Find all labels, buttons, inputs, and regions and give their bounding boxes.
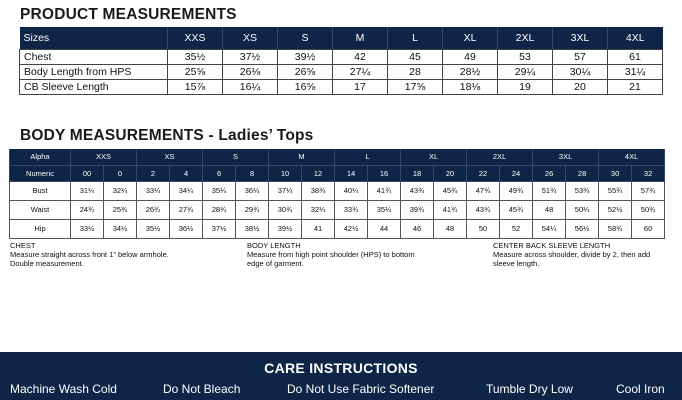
table-cell: 32¼ — [302, 200, 335, 219]
body-length-note — [247, 241, 447, 268]
table-cell: 35¼ — [368, 200, 401, 219]
table-cell: 30¾ — [269, 200, 302, 219]
numeric-size: 24 — [500, 165, 533, 181]
numeric-size: 22 — [467, 165, 500, 181]
table-cell: 21 — [608, 79, 663, 94]
table-cell: 29¾ — [236, 200, 269, 219]
table-cell: 61 — [608, 49, 663, 64]
numeric-size: 8 — [236, 165, 269, 181]
table-cell: 26¾ — [137, 200, 170, 219]
table-cell: 33½ — [71, 219, 104, 238]
alpha-size-row — [10, 149, 665, 165]
table-cell: 33¾ — [335, 200, 368, 219]
table-cell: 48 — [533, 200, 566, 219]
table-header-row — [20, 27, 663, 49]
numeric-size: 20 — [434, 165, 467, 181]
numeric-size: 16 — [368, 165, 401, 181]
table-cell: 54¼ — [533, 219, 566, 238]
numeric-size: 26 — [533, 165, 566, 181]
table-cell: 29¼ — [498, 64, 553, 79]
table-cell: 16¼ — [223, 79, 278, 94]
column-header: 3XL — [553, 27, 608, 49]
table-cell: 28¾ — [203, 200, 236, 219]
table-cell: 43¾ — [401, 181, 434, 200]
column-header: L — [388, 27, 443, 49]
alpha-size: S — [203, 149, 269, 165]
table-cell: 19 — [498, 79, 553, 94]
table-cell: 45¾ — [500, 200, 533, 219]
table-cell: 26⅝ — [278, 64, 333, 79]
table-cell: 50 — [467, 219, 500, 238]
column-header: 4XL — [608, 27, 663, 49]
table-cell: 56½ — [566, 219, 599, 238]
table-cell: 37¼ — [269, 181, 302, 200]
table-cell: 32¼ — [104, 181, 137, 200]
table-row — [10, 181, 665, 200]
table-cell: 52 — [500, 219, 533, 238]
alpha-size: 3XL — [533, 149, 599, 165]
table-row — [10, 200, 665, 219]
numeric-size-row — [10, 165, 665, 181]
numeric-size: 18 — [401, 165, 434, 181]
table-cell: 34¼ — [170, 181, 203, 200]
numeric-size: 12 — [302, 165, 335, 181]
table-row — [20, 79, 663, 94]
table-cell: 18⅛ — [443, 79, 498, 94]
table-cell: 39¾ — [401, 200, 434, 219]
table-cell: 52½ — [599, 200, 632, 219]
table-cell: 25⅝ — [168, 64, 223, 79]
table-cell: 24¾ — [71, 200, 104, 219]
note-line: edge of garment. — [247, 259, 304, 268]
column-header: XL — [443, 27, 498, 49]
table-cell: 36¼ — [236, 181, 269, 200]
table-cell: 60 — [632, 219, 665, 238]
alpha-size: 2XL — [467, 149, 533, 165]
row-label: CB Sleeve Length — [20, 79, 168, 94]
table-cell: 38¾ — [302, 181, 335, 200]
table-cell: 27¼ — [333, 64, 388, 79]
table-cell: 15⅞ — [168, 79, 223, 94]
alpha-size: XS — [137, 149, 203, 165]
table-cell: 26⅛ — [223, 64, 278, 79]
table-cell: 53 — [498, 49, 553, 64]
note-line: Measure straight across front 1” below armhole. — [10, 250, 169, 259]
table-cell: 45¾ — [434, 181, 467, 200]
table-cell: 28 — [388, 64, 443, 79]
table-cell: 27¾ — [170, 200, 203, 219]
table-cell: 43¾ — [467, 200, 500, 219]
note-title: CHEST — [10, 241, 36, 250]
numeric-size: 14 — [335, 165, 368, 181]
chest-note — [10, 241, 230, 268]
alpha-size: 4XL — [599, 149, 665, 165]
table-cell: 46 — [401, 219, 434, 238]
table-cell: 39½ — [269, 219, 302, 238]
numeric-size: 2 — [137, 165, 170, 181]
table-cell: 40¼ — [335, 181, 368, 200]
care-item: Do Not Bleach — [163, 382, 241, 396]
numeric-size: 32 — [632, 165, 665, 181]
table-cell: 35½ — [168, 49, 223, 64]
table-cell: 17 — [333, 79, 388, 94]
care-instructions-title: CARE INSTRUCTIONS — [264, 360, 418, 376]
body-measurements-table — [9, 149, 665, 239]
table-cell: 35½ — [137, 219, 170, 238]
note-line: Measure from high point shoulder (HPS) to bottom — [247, 250, 415, 259]
row-label: Chest — [20, 49, 168, 64]
numeric-label: Numeric — [10, 165, 71, 181]
note-title: BODY LENGTH — [247, 241, 301, 250]
column-header: XXS — [168, 27, 223, 49]
table-cell: 51¾ — [533, 181, 566, 200]
product-measurements-title: PRODUCT MEASUREMENTS — [20, 6, 237, 23]
numeric-size: 10 — [269, 165, 302, 181]
table-cell: 37½ — [223, 49, 278, 64]
table-cell: 58¾ — [599, 219, 632, 238]
table-row — [10, 219, 665, 238]
numeric-size: 0 — [104, 165, 137, 181]
row-label: Hip — [10, 219, 71, 238]
table-cell: 45 — [388, 49, 443, 64]
alpha-size: XXS — [71, 149, 137, 165]
column-header: XS — [223, 27, 278, 49]
alpha-size: M — [269, 149, 335, 165]
body-measurements-title: BODY MEASUREMENTS - Ladies’ Tops — [20, 127, 314, 144]
table-cell: 50¼ — [566, 200, 599, 219]
column-header: Sizes — [20, 27, 168, 49]
table-cell: 57¾ — [632, 181, 665, 200]
numeric-size: 00 — [71, 165, 104, 181]
table-cell: 36½ — [170, 219, 203, 238]
product-measurements-table — [19, 27, 663, 95]
alpha-size: XL — [401, 149, 467, 165]
table-cell: 49 — [443, 49, 498, 64]
row-label: Body Length from HPS — [20, 64, 168, 79]
table-cell: 31¼ — [608, 64, 663, 79]
column-header: M — [333, 27, 388, 49]
table-cell: 41 — [302, 219, 335, 238]
table-cell: 31¼ — [71, 181, 104, 200]
alpha-label: Alpha — [10, 149, 71, 165]
table-cell: 20 — [553, 79, 608, 94]
row-label: Waist — [10, 200, 71, 219]
care-item: Machine Wash Cold — [10, 382, 117, 396]
care-instructions-banner — [0, 352, 682, 400]
table-cell: 33¼ — [137, 181, 170, 200]
table-cell: 44 — [368, 219, 401, 238]
table-cell: 55¾ — [599, 181, 632, 200]
table-cell: 48 — [434, 219, 467, 238]
table-cell: 16⅝ — [278, 79, 333, 94]
sleeve-length-note — [493, 241, 673, 268]
table-cell: 30¼ — [553, 64, 608, 79]
alpha-size: L — [335, 149, 401, 165]
table-cell: 50¾ — [632, 200, 665, 219]
numeric-size: 6 — [203, 165, 236, 181]
numeric-size: 30 — [599, 165, 632, 181]
table-cell: 57 — [553, 49, 608, 64]
note-line: sleeve length. — [493, 259, 540, 268]
numeric-size: 4 — [170, 165, 203, 181]
table-cell: 38½ — [236, 219, 269, 238]
column-header: S — [278, 27, 333, 49]
table-cell: 34½ — [104, 219, 137, 238]
table-row — [20, 64, 663, 79]
table-cell: 41¾ — [434, 200, 467, 219]
table-cell: 49¾ — [500, 181, 533, 200]
table-cell: 47¾ — [467, 181, 500, 200]
table-cell: 37½ — [203, 219, 236, 238]
table-cell: 35¼ — [203, 181, 236, 200]
table-row — [20, 49, 663, 64]
care-item: Do Not Use Fabric Softener — [287, 382, 435, 396]
table-cell: 25¾ — [104, 200, 137, 219]
table-cell: 42 — [333, 49, 388, 64]
table-cell: 39½ — [278, 49, 333, 64]
note-line: Measure across shoulder, divide by 2, then add — [493, 250, 651, 259]
table-cell: 17⅝ — [388, 79, 443, 94]
care-item: Tumble Dry Low — [486, 382, 573, 396]
numeric-size: 28 — [566, 165, 599, 181]
note-line: Double measurement. — [10, 259, 84, 268]
column-header: 2XL — [498, 27, 553, 49]
care-item: Cool Iron — [616, 382, 665, 396]
table-cell: 53¾ — [566, 181, 599, 200]
note-title: CENTER BACK SLEEVE LENGTH — [493, 241, 611, 250]
table-cell: 28½ — [443, 64, 498, 79]
table-cell: 41¾ — [368, 181, 401, 200]
table-cell: 42½ — [335, 219, 368, 238]
row-label: Bust — [10, 181, 71, 200]
